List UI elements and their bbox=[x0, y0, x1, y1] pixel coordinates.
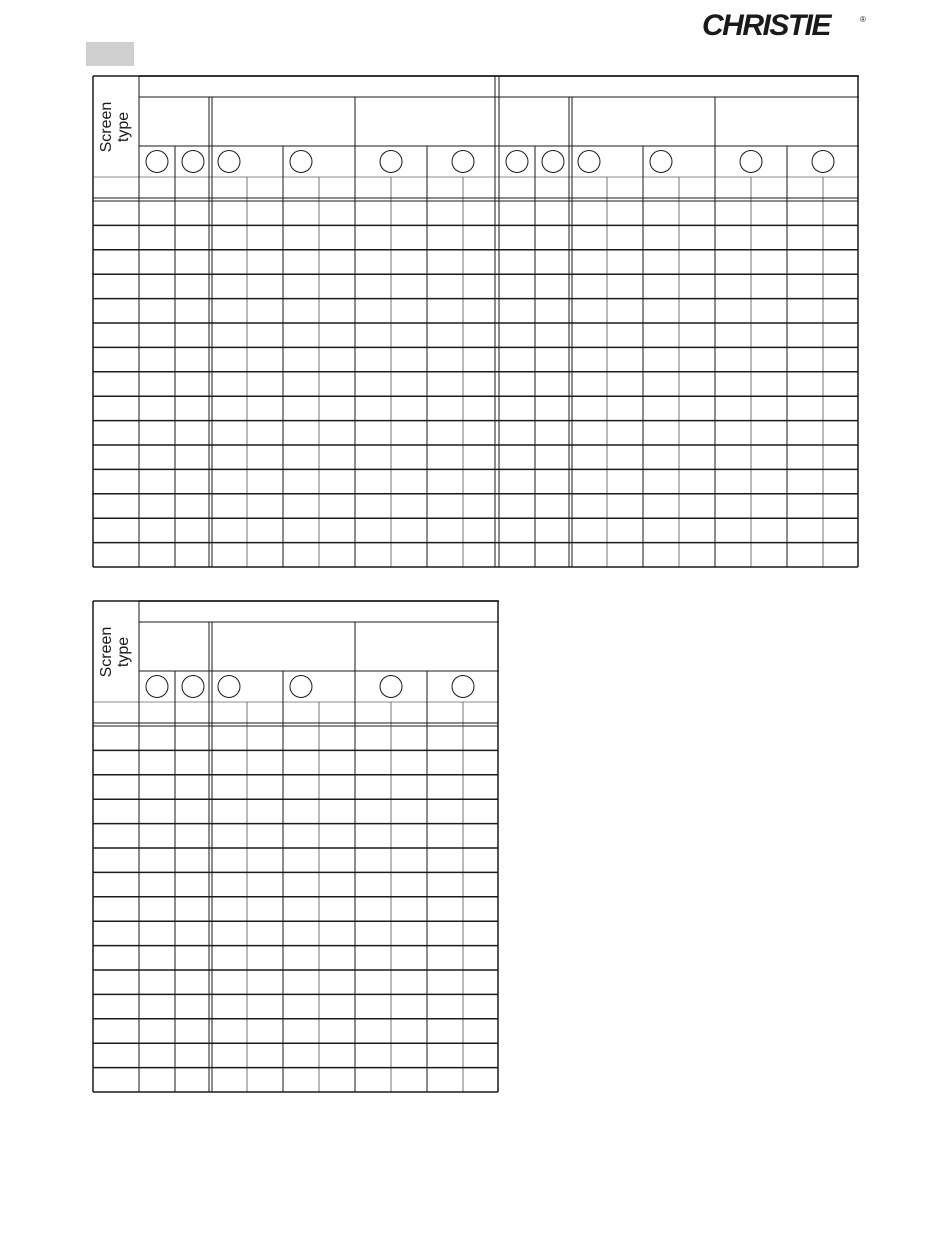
screen-type-line2: type bbox=[115, 111, 132, 143]
logo-registered-mark: ® bbox=[860, 15, 866, 24]
screen-type-label-bottom bbox=[98, 612, 134, 692]
column-marker-circle bbox=[290, 676, 312, 698]
column-marker-circle bbox=[182, 676, 204, 698]
column-marker-circle bbox=[146, 676, 168, 698]
screen-type-line1: Screen bbox=[98, 626, 115, 678]
logo-text: CHRISTIE bbox=[702, 9, 831, 42]
screen-type-line1: Screen bbox=[98, 101, 115, 153]
screen-type-line2: type bbox=[115, 636, 132, 668]
column-marker-circle bbox=[452, 676, 474, 698]
column-marker-circle bbox=[380, 676, 402, 698]
column-marker-circle bbox=[218, 676, 240, 698]
